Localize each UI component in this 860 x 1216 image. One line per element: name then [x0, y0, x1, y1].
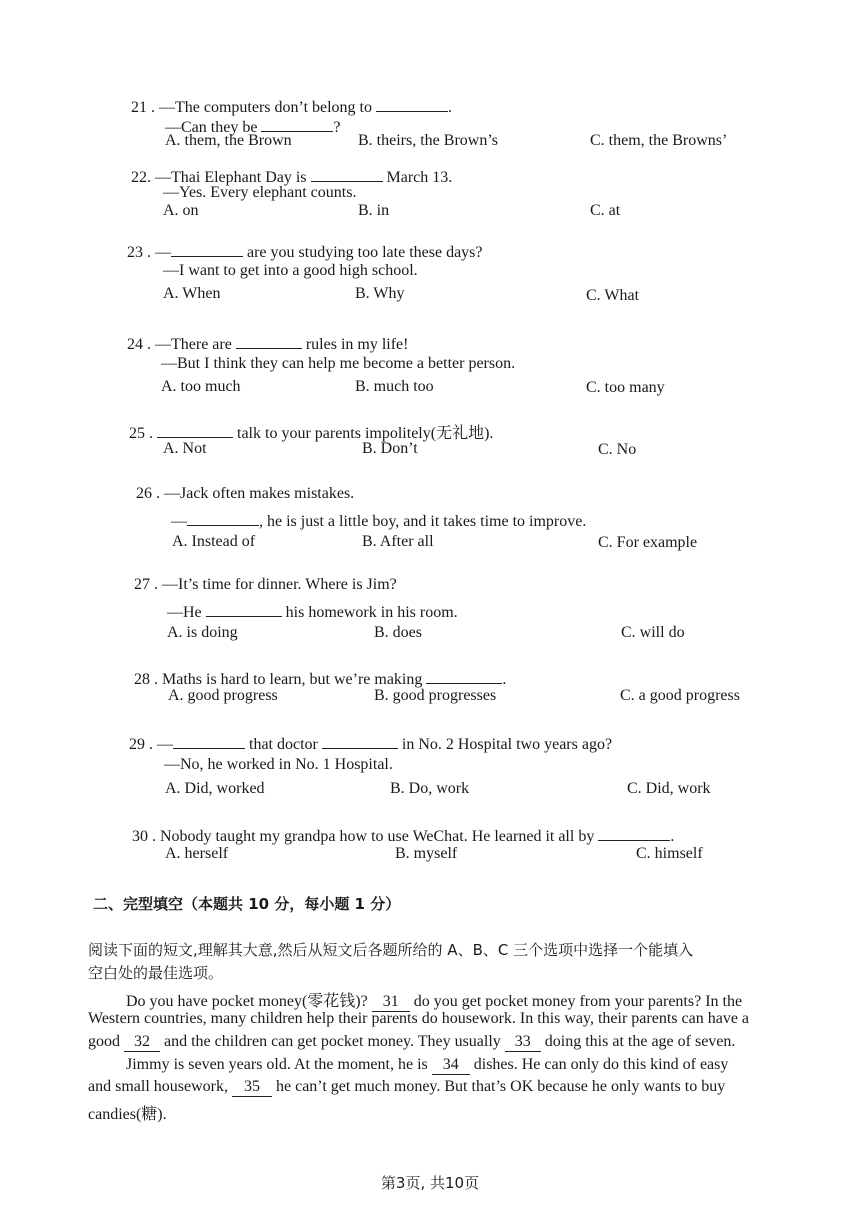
q26-number: 26 . — [136, 485, 160, 502]
cloze-blank-35[interactable]: 35 — [232, 1078, 272, 1097]
q25-suffix1: talk to your parents impolitely(无礼地). — [237, 425, 494, 442]
q29-line1 — [129, 732, 612, 754]
q29-blank1[interactable] — [173, 732, 245, 749]
q29-option-b[interactable]: B. Do, work — [390, 780, 470, 797]
q21-text2: —Can they be — [165, 119, 258, 136]
q21-suffix1: . — [448, 99, 452, 116]
q24-blank[interactable] — [236, 332, 302, 349]
q21-option-c[interactable]: C. them, the Browns’ — [590, 132, 728, 149]
q30-text1: Nobody taught my grandpa how to use WeChat. He learned it all by — [160, 828, 595, 845]
q24-option-b[interactable]: B. much too — [355, 378, 434, 395]
q22-option-c[interactable]: C. at — [590, 202, 621, 219]
q30-line1 — [132, 824, 674, 846]
q21-line1 — [131, 95, 452, 117]
q23-number: 23 . — [127, 244, 151, 261]
q21-blank1[interactable] — [376, 95, 448, 112]
q28-option-c[interactable]: C. a good progress — [620, 687, 740, 704]
q29-option-a[interactable]: A. Did, worked — [165, 780, 265, 797]
passage-text: and small housework, — [88, 1078, 232, 1095]
passage-line-1 — [126, 988, 742, 1012]
q22-number: 22. — [131, 169, 151, 186]
q30-option-c[interactable]: C. himself — [636, 845, 703, 862]
cloze-blank-33[interactable]: 33 — [505, 1033, 541, 1052]
q24-number: 24 . — [127, 336, 151, 353]
passage-text: do you get pocket money from your parents? In the — [409, 993, 743, 1010]
q23-line1 — [127, 240, 483, 262]
cloze-blank-34[interactable]: 34 — [432, 1056, 470, 1075]
q21-suffix2: ? — [333, 119, 341, 136]
q29-number: 29 . — [129, 736, 153, 753]
q28-blank[interactable] — [426, 667, 502, 684]
passage-text: Do you have pocket money(零花钱)? — [126, 993, 372, 1010]
q24-line1 — [127, 332, 408, 354]
q22-suffix1: March 13. — [386, 169, 453, 186]
q30-suffix1: . — [670, 828, 675, 845]
q25-option-b[interactable]: B. Don’t — [362, 440, 418, 457]
q23-blank[interactable] — [171, 240, 243, 257]
q21-option-a[interactable]: A. them, the Brown — [165, 132, 292, 149]
q24-text2: —But I think they can help me become a better person. — [161, 355, 516, 372]
passage-text: Jimmy is seven years old. At the moment, he is — [126, 1056, 432, 1073]
q23-option-c[interactable]: C. What — [586, 287, 640, 304]
q26-option-b[interactable]: B. After all — [362, 533, 434, 550]
section-2-instructions-line1: 阅读下面的短文,理解其大意,然后从短文后各题所给的 A、B、C 三个选项中选择一个能填入 — [88, 941, 694, 959]
q27-line2 — [167, 600, 458, 622]
cloze-blank-31[interactable]: 31 — [372, 993, 410, 1012]
q30-option-a[interactable]: A. herself — [165, 845, 229, 862]
q22-text2: —Yes. Every elephant counts. — [163, 184, 357, 201]
q29-blank2[interactable] — [322, 732, 398, 749]
q28-text1: Maths is hard to learn, but we’re making — [162, 671, 423, 688]
passage-text: he can’t get much money. But that’s OK because he only wants to buy — [271, 1078, 726, 1095]
q30-number: 30 . — [132, 828, 156, 845]
passage-text: doing this at the age of seven. — [540, 1033, 736, 1050]
q21-text1: —The computers don’t belong to — [159, 99, 372, 116]
q27-text2: —He — [167, 604, 202, 621]
q26-suffix2: , he is just a little boy, and it takes time to improve. — [259, 513, 587, 530]
q26-text2: — — [171, 513, 187, 530]
cloze-blank-32[interactable]: 32 — [124, 1033, 160, 1052]
section-2-instructions-line2: 空白处的最佳选项。 — [88, 964, 224, 982]
q21-blank2[interactable] — [261, 115, 333, 132]
q22-option-b[interactable]: B. in — [358, 202, 390, 219]
q25-option-c[interactable]: C. No — [598, 441, 637, 458]
q27-number: 27 . — [134, 576, 158, 593]
q27-option-a[interactable]: A. is doing — [167, 624, 238, 641]
q29-suffix1: in No. 2 Hospital two years ago? — [401, 736, 613, 753]
q23-text2: —I want to get into a good high school. — [163, 262, 418, 279]
passage-line-3 — [88, 1033, 735, 1052]
q29-mid1: that doctor — [249, 736, 318, 753]
q28-suffix1: . — [502, 671, 507, 688]
q26-option-c[interactable]: C. For example — [598, 534, 698, 551]
q27-suffix2: his homework in his room. — [285, 604, 458, 621]
q26-blank[interactable] — [187, 509, 259, 526]
q26-text1: —Jack often makes mistakes. — [164, 485, 355, 502]
q30-option-b[interactable]: B. myself — [395, 845, 458, 862]
q28-number: 28 . — [134, 671, 158, 688]
q25-option-a[interactable]: A. Not — [163, 440, 207, 457]
section-2-title: 二、完型填空（本题共 10 分，每小题 1 分） — [93, 895, 401, 913]
q26-line1 — [136, 485, 354, 503]
q28-option-a[interactable]: A. good progress — [168, 687, 278, 704]
passage-line-4 — [126, 1056, 728, 1075]
q25-blank[interactable] — [157, 421, 233, 438]
q23-suffix1: are you studying too late these days? — [247, 244, 483, 261]
q21-number: 21 . — [131, 99, 155, 116]
q22-text1: —Thai Elephant Day is — [155, 169, 307, 186]
q28-option-b[interactable]: B. good progresses — [374, 687, 497, 704]
passage-text: and the children can get pocket money. They usually — [160, 1033, 505, 1050]
q27-option-c[interactable]: C. will do — [621, 624, 685, 641]
q29-option-c[interactable]: C. Did, work — [627, 780, 711, 797]
q24-suffix1: rules in my life! — [305, 336, 409, 353]
q24-option-c[interactable]: C. too many — [586, 379, 665, 396]
q24-text1: —There are — [155, 336, 232, 353]
q24-option-a[interactable]: A. too much — [161, 378, 241, 395]
q29-text2: —No, he worked in No. 1 Hospital. — [164, 756, 393, 773]
q25-number: 25 . — [129, 425, 153, 442]
q23-option-b[interactable]: B. Why — [355, 285, 405, 302]
q22-blank[interactable] — [311, 165, 383, 182]
q30-blank[interactable] — [598, 824, 670, 841]
q23-option-a[interactable]: A. When — [163, 285, 221, 302]
q27-option-b[interactable]: B. does — [374, 624, 422, 641]
passage-line-5 — [88, 1078, 725, 1097]
q27-line1 — [134, 576, 397, 594]
q26-option-a[interactable]: A. Instead of — [172, 533, 256, 550]
passage-line-6: candies(糖). — [88, 1106, 167, 1123]
page-footer: 第3页, 共10页 — [380, 1174, 480, 1192]
q29-text1: — — [157, 736, 173, 753]
passage-text: dishes. He can only do this kind of easy — [469, 1056, 729, 1073]
q26-line2 — [171, 509, 586, 531]
q28-line1 — [134, 667, 506, 689]
q21-option-b[interactable]: B. theirs, the Brown’s — [358, 132, 498, 149]
q27-blank[interactable] — [206, 600, 282, 617]
q22-option-a[interactable]: A. on — [163, 202, 199, 219]
passage-text: good — [88, 1033, 124, 1050]
q27-text1: —It’s time for dinner. Where is Jim? — [162, 576, 397, 593]
q23-text1: — — [155, 244, 171, 261]
passage-line-2: Western countries, many children help their parents do housework. In this way, their parents can have a — [88, 1010, 750, 1027]
